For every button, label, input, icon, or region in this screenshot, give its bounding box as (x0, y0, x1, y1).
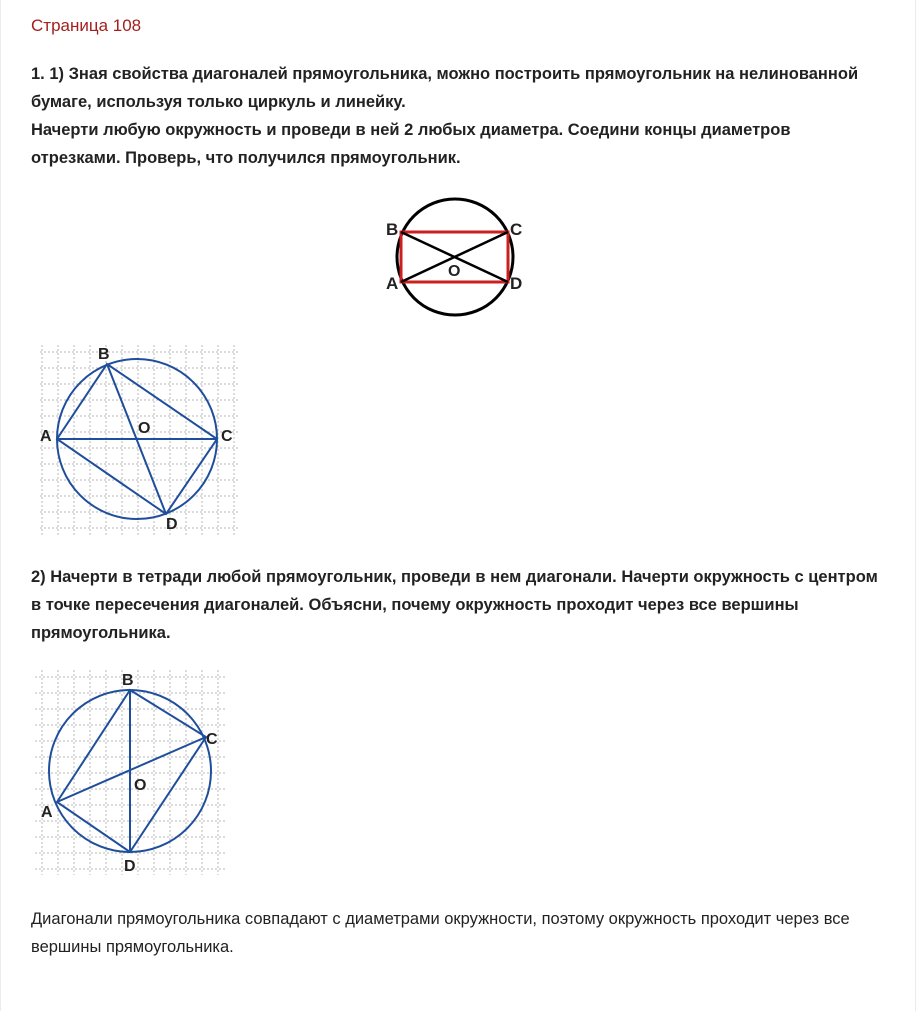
task-1-line-2: Начерти любую окружность и проведи в ней 2 любых диаметра. Соедини концы диаметров отрезками. Проверь, что получился прямоугольник. (31, 121, 791, 167)
task-1-text (31, 60, 881, 172)
figure-grid-circle-1 (30, 340, 245, 540)
answer-text: Диагонали прямоугольника совпадают с диаметрами окружности, поэтому окружность проходит через все вершины прямоугольника. (31, 910, 850, 956)
figure-circle-rectangle (383, 190, 528, 330)
figure-2-label-c: C (221, 428, 233, 445)
task-2-text (31, 563, 881, 647)
figure-1-label-o: O (448, 263, 461, 280)
figure-2-label-d: D (166, 516, 178, 533)
figure-1-label-b: B (386, 220, 399, 239)
figure-2-label-o: O (138, 420, 151, 437)
figure-3-label-b: B (122, 672, 134, 689)
figure-2-lines (57, 364, 217, 514)
page-title: Страница 108 (31, 16, 142, 35)
figure-2-label-b: B (98, 346, 110, 363)
figure-3-label-o: O (134, 777, 147, 794)
figure-3-label-d: D (124, 858, 136, 875)
figure-3-label-c: C (206, 731, 218, 748)
figure-2-label-a: A (40, 428, 52, 445)
task-1-line-1: 1. 1) Зная свойства диагоналей прямоугольника, можно построить прямоугольник на нелинованной бумаге, используя только циркуль и линейку. (31, 65, 859, 111)
figure-3-label-a: A (41, 804, 53, 821)
figure-3-lines (57, 690, 206, 852)
figure-1-label-a: A (386, 274, 399, 293)
task-2-line: 2) Начерти в тетради любой прямоугольник, проведи в нем диагонали. Начерти окружность с центром в точке пересечения диагоналей. Объясни, почему окружность проходит через все вершины прямоугольника. (31, 568, 878, 642)
figure-grid-circle-2 (30, 665, 230, 880)
figure-1-label-c: C (510, 220, 523, 239)
figure-1-label-d: D (510, 274, 523, 293)
